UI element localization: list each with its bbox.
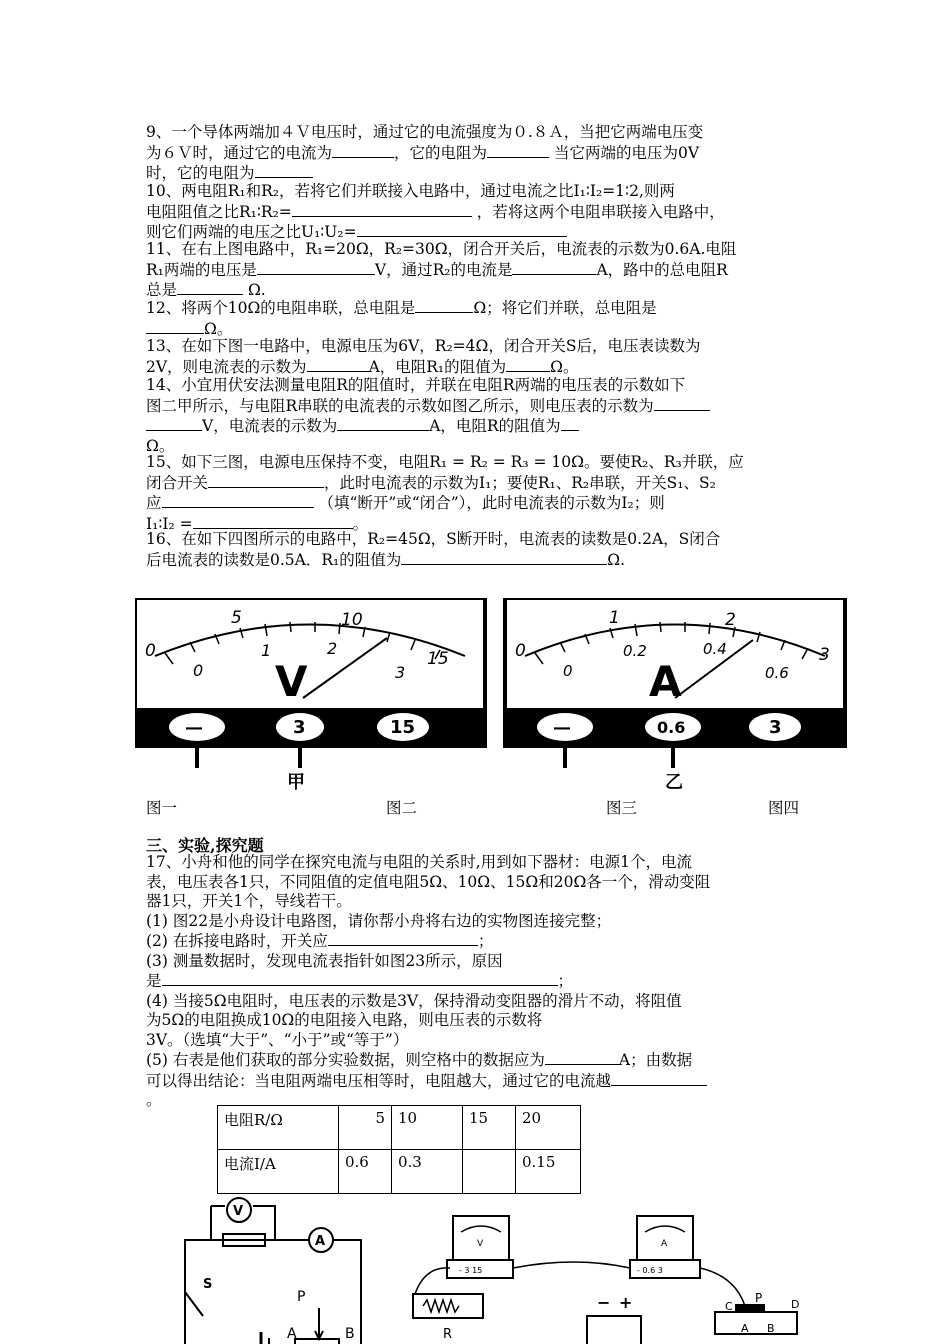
voltmeter-top-10: 10 — [341, 610, 363, 630]
svg-text:D: D — [791, 1298, 800, 1311]
voltmeter-symbol: V — [275, 657, 308, 706]
question-13: 13、在如下图一电路中，电源电压为6V，R₂=4Ω，闭合开关S后，电压表读数为 2V，则电流表的示数为 A，电阻R₁的阻值为 Ω。 — [146, 337, 701, 376]
question-17: 17、小舟和他的同学在探究电流与电阻的关系时,用到如下器材：电源1个，电流 表，电压表各1只，不同阻值的定值电阻5Ω、10Ω、15Ω和20Ω各一个，滑动变阻 器1只，开关1个，导线若干。 (1) 图22是小舟设计电路图，请你帮小舟将右边的实物图连接完整； (2) 在拆接电路时，开关应 ； (3) 测量数据时，发现电流表指针如图23所示，原因 是 ； (4) 当接5Ω电阻时，电压表的示数是3V，保持滑动变阻器的滑片不动，将阻值 为5Ω的电阻换成10Ω的电阻接入电路，则电压表的示数将 3V。（选填“大于”、“小于”或“等于”） (5) 右表是他们获取的部分实验数据，则空格中的数据应为 A；由数据 可以得出结论：当电阻两端电压相等时，电阻越大，通过它的电流越 。 — [146, 853, 711, 1109]
q14-blank-resistance[interactable] — [561, 416, 579, 431]
table-row: 电阻R/Ω 5 10 15 20 — [218, 1106, 581, 1150]
svg-text:—: — — [553, 717, 571, 738]
battery-plus: + — [619, 1293, 633, 1312]
ammeter-symbol: A — [649, 657, 682, 706]
voltmeter-caption: 甲 — [287, 772, 305, 793]
q14-blank-voltage-b[interactable] — [146, 416, 202, 431]
data-table — [217, 1105, 581, 1194]
q13-blank-r1[interactable] — [506, 357, 550, 372]
voltmeter-top-5: 5 — [231, 608, 242, 628]
q17-blank-conclusion[interactable] — [611, 1071, 707, 1086]
voltmeter-top-0: 0 — [145, 641, 156, 661]
q9-line2: 为６Ｖ时，通过它的电流为 ，它的电阻为 当它两端的电压为0V — [146, 143, 700, 162]
voltmeter-bottom-3: 3 — [395, 663, 406, 682]
physical-ammeter-terminals: - 0.6 3 — [637, 1266, 663, 1275]
q12-blank-series[interactable] — [415, 298, 473, 313]
question-16: 16、在如下四图所示的电路中，R₂=45Ω，S断开时，电流表的读数是0.2A，S闭合 后电流表的读数是0.5A．R₁的阻值为 Ω. — [146, 530, 721, 569]
svg-text:A: A — [315, 1234, 326, 1249]
ammeter-top-0: 0 — [515, 641, 526, 661]
svg-text:15: 15 — [390, 717, 416, 738]
table-row: 电流I/A 0.6 0.3 0.15 — [218, 1150, 581, 1194]
physical-voltmeter — [453, 1216, 509, 1260]
q17-blank-current[interactable] — [545, 1050, 619, 1065]
q9-line1: 9、一个导体两端加４Ｖ电压时，通过它的电流强度为０.８Ａ，当把它两端电压变 — [146, 123, 704, 141]
question-14: 14、小宜用伏安法测量电阻R的阻值时，并联在电阻R两端的电压表的示数如下 图二甲所示，与电阻R串联的电流表的示数如图乙所示，则电压表的示数为 V，电流表的示数为 A，电阻R的阻值为 Ω。 — [146, 376, 814, 456]
svg-text:B: B — [345, 1326, 355, 1342]
question-11: 11、在右上图电路中，R₁=20Ω，R₂=30Ω，闭合开关后，电流表的示数为0.6A.电阻 R₁两端的电压是 V，通过R₂的电流是 A，路中的总电阻R 总是 Ω. — [146, 240, 737, 299]
voltmeter-bottom-0: 0 — [193, 661, 204, 680]
q9-line3: 时，它的电阻为 — [146, 163, 814, 184]
q15-blank-switch-series[interactable] — [162, 493, 314, 508]
circuit-figure — [175, 1196, 815, 1344]
physical-rheostat — [715, 1312, 797, 1334]
voltmeter-bottom-1: 1 — [261, 641, 272, 660]
ammeter-bottom-04: 0.4 — [703, 640, 727, 658]
physical-resistor-label: R — [443, 1327, 453, 1342]
schematic-slider-label: P — [297, 1289, 306, 1305]
physical-circuit — [413, 1216, 799, 1344]
voltmeter-bottom-2: 2 — [327, 639, 338, 658]
q9-blank-current[interactable] — [332, 143, 394, 158]
section-title: 三、实验,探究题 — [146, 836, 264, 855]
schematic-switch-label: S — [203, 1277, 213, 1292]
q15-blank-switch-parallel[interactable] — [208, 473, 324, 488]
svg-text:C: C — [725, 1300, 733, 1313]
q9-blank-resistance[interactable] — [487, 143, 549, 158]
ammeter-top-1: 1 — [609, 608, 620, 628]
q15-blank-ratio[interactable] — [193, 514, 353, 529]
physical-battery — [587, 1316, 641, 1344]
ammeter-bottom-02: 0.2 — [623, 642, 647, 660]
svg-text:A: A — [287, 1326, 297, 1342]
fig-label-1: 图一 — [146, 799, 178, 817]
svg-text:A: A — [661, 1239, 668, 1249]
ammeter — [505, 598, 845, 793]
meter-figure — [135, 598, 865, 796]
q10-blank-ratio-u[interactable] — [357, 222, 567, 237]
svg-text:—: — — [185, 717, 203, 738]
q11-blank-current[interactable] — [512, 260, 596, 275]
svg-text:V: V — [477, 1239, 484, 1249]
physical-ammeter — [637, 1216, 693, 1260]
q17-blank-reason[interactable] — [162, 971, 558, 986]
q12-blank-parallel[interactable] — [146, 319, 204, 334]
q11-blank-voltage[interactable] — [257, 260, 375, 275]
svg-text:3: 3 — [769, 717, 782, 738]
svg-text:A: A — [741, 1322, 749, 1335]
ammeter-top-3: 3 — [819, 645, 830, 665]
physical-voltmeter-terminals: - 3 15 — [459, 1266, 483, 1275]
svg-text:B: B — [767, 1322, 775, 1335]
q16-blank-r1[interactable] — [401, 550, 607, 565]
schematic-circuit — [185, 1206, 361, 1344]
fig-label-3: 图三 — [606, 799, 638, 817]
ammeter-top-2: 2 — [725, 610, 736, 630]
question-10: 10、两电阻R₁和R₂，若将它们并联接入电路中，通过电流之比I₁∶I₂=1∶2,则两 电阻阻值之比R₁∶R₂= ，若将这两个电阻串联接入电路中， 则它们两端的电压之比U₁∶U₂= — [146, 182, 725, 241]
q11-blank-total-r[interactable] — [177, 280, 243, 295]
svg-text:0.6: 0.6 — [657, 718, 686, 737]
fig-label-2: 图二 — [386, 799, 418, 817]
q14-blank-current[interactable] — [337, 416, 429, 431]
q10-blank-ratio-r[interactable] — [292, 202, 472, 217]
fig-label-4: 图四 — [768, 799, 800, 817]
question-12: 12、将两个10Ω的电阻串联，总电阻是 Ω；将它们并联，总电阻是 Ω。 — [146, 299, 657, 338]
ammeter-caption: 乙 — [665, 772, 683, 793]
voltmeter — [135, 598, 485, 793]
table-blank-cell[interactable] — [463, 1150, 516, 1194]
svg-text:3: 3 — [293, 717, 306, 738]
voltmeter-top-15: 15 — [427, 649, 449, 669]
svg-text:P: P — [755, 1291, 763, 1305]
battery-minus: − — [597, 1293, 611, 1312]
q9-blank-resistance-0v[interactable] — [255, 163, 313, 178]
question-15: 15、如下三图，电源电压保持不变，电阻R₁ = R₂ = R₃ = 10Ω。要使R₂、R₃并联，应 闭合开关 ，此时电流表的示数为I₁；要使R₁、R₂串联，开关S₁、S₂ 应 （填“断开”或“闭合”），此时电流表的示数为I₂；则 I₁∶I₂ = 。 — [146, 453, 744, 533]
svg-text:V: V — [233, 1204, 244, 1219]
q14-blank-voltage-a[interactable] — [654, 396, 710, 411]
q17-blank-switch[interactable] — [328, 931, 478, 946]
ammeter-bottom-06: 0.6 — [765, 664, 789, 682]
ammeter-bottom-0: 0 — [563, 662, 573, 680]
q13-blank-current[interactable] — [307, 357, 369, 372]
question-9 — [146, 123, 814, 184]
